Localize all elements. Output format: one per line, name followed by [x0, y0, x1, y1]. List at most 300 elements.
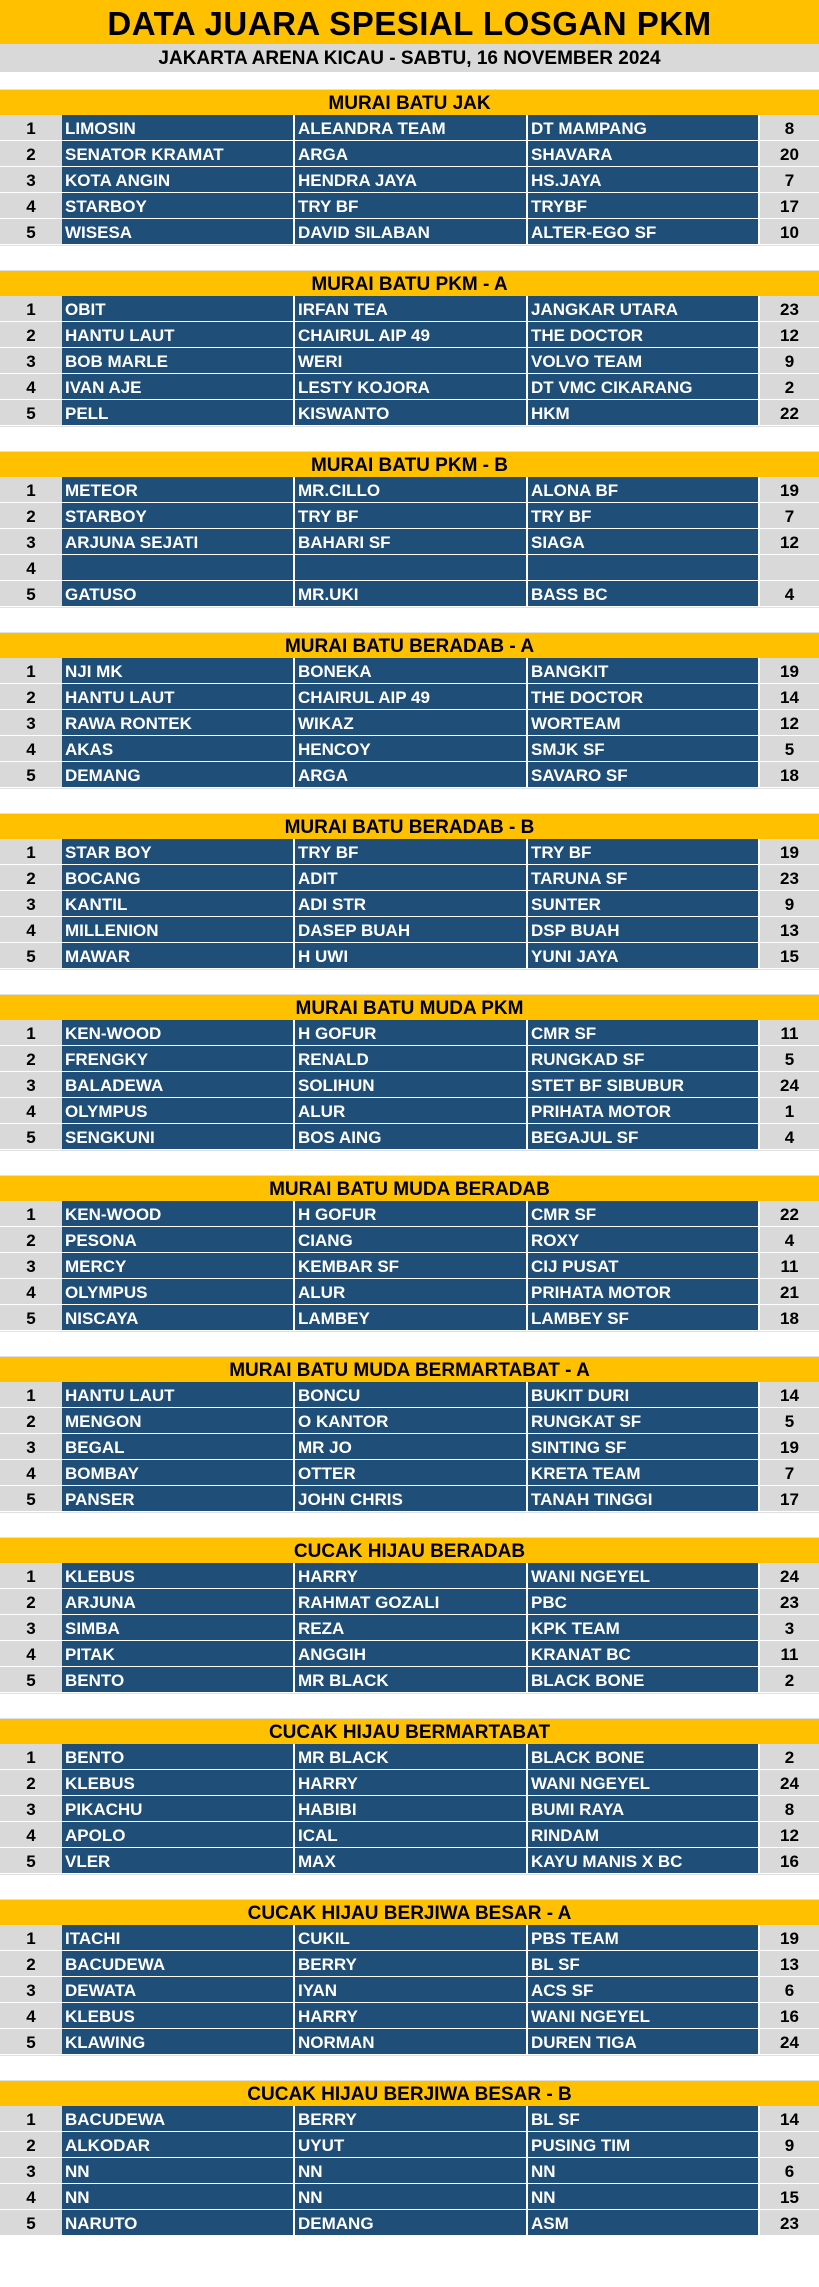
rank-cell: 3 — [0, 1072, 62, 1098]
score-cell: 16 — [760, 2003, 819, 2029]
score-cell: 9 — [760, 891, 819, 917]
rank-cell: 1 — [0, 2106, 62, 2132]
score-cell: 12 — [760, 1822, 819, 1848]
team-cell: BUMI RAYA — [528, 1796, 760, 1822]
table-row — [0, 1667, 819, 1693]
score-cell: 13 — [760, 1951, 819, 1977]
category-section — [0, 1176, 819, 1331]
owner-cell: HARRY — [295, 1770, 528, 1796]
category-section — [0, 1357, 819, 1512]
rank-cell: 1 — [0, 1201, 62, 1227]
rank-cell: 2 — [0, 1408, 62, 1434]
table-row — [0, 141, 819, 167]
team-cell: ACS SF — [528, 1977, 760, 2003]
score-cell: 2 — [760, 1744, 819, 1770]
owner-cell: SOLIHUN — [295, 1072, 528, 1098]
bird-name-cell: PIKACHU — [62, 1796, 295, 1822]
bird-name-cell: ITACHI — [62, 1925, 295, 1951]
rank-cell: 2 — [0, 684, 62, 710]
table-row — [0, 1305, 819, 1331]
category-title: CUCAK HIJAU BERJIWA BESAR - B — [0, 2081, 819, 2106]
section-spacer — [0, 607, 819, 633]
owner-cell: BERRY — [295, 2106, 528, 2132]
owner-cell: LAMBEY — [295, 1305, 528, 1331]
bird-name-cell: APOLO — [62, 1822, 295, 1848]
section-spacer — [0, 1150, 819, 1176]
rank-cell: 5 — [0, 1667, 62, 1693]
category-title: MURAI BATU MUDA BERMARTABAT - A — [0, 1357, 819, 1382]
table-row — [0, 1641, 819, 1667]
score-cell: 17 — [760, 1486, 819, 1512]
owner-cell: KEMBAR SF — [295, 1253, 528, 1279]
table-row — [0, 1072, 819, 1098]
rank-cell: 2 — [0, 1227, 62, 1253]
rank-cell: 2 — [0, 503, 62, 529]
score-cell: 19 — [760, 658, 819, 684]
table-row — [0, 2106, 819, 2132]
score-cell: 12 — [760, 322, 819, 348]
team-cell: CMR SF — [528, 1201, 760, 1227]
owner-cell: KISWANTO — [295, 400, 528, 426]
owner-cell: CHAIRUL AIP 49 — [295, 684, 528, 710]
rank-cell: 3 — [0, 1615, 62, 1641]
rank-cell: 2 — [0, 865, 62, 891]
category-section — [0, 271, 819, 426]
bird-name-cell: HANTU LAUT — [62, 684, 295, 710]
table-row — [0, 762, 819, 788]
owner-cell: WIKAZ — [295, 710, 528, 736]
owner-cell: H GOFUR — [295, 1020, 528, 1046]
rank-cell: 1 — [0, 1563, 62, 1589]
bird-name-cell: MERCY — [62, 1253, 295, 1279]
bird-name-cell: BOMBAY — [62, 1460, 295, 1486]
team-cell: ASM — [528, 2210, 760, 2236]
score-cell: 5 — [760, 1408, 819, 1434]
bird-name-cell: BACUDEWA — [62, 2106, 295, 2132]
rank-cell: 5 — [0, 943, 62, 969]
owner-cell: H GOFUR — [295, 1201, 528, 1227]
rank-cell: 5 — [0, 400, 62, 426]
rank-cell: 1 — [0, 296, 62, 322]
owner-cell: BAHARI SF — [295, 529, 528, 555]
team-cell: TARUNA SF — [528, 865, 760, 891]
owner-cell: MR BLACK — [295, 1667, 528, 1693]
bird-name-cell: MAWAR — [62, 943, 295, 969]
section-spacer — [0, 1874, 819, 1900]
owner-cell: MR.UKI — [295, 581, 528, 607]
table-row — [0, 2003, 819, 2029]
rank-cell: 4 — [0, 1098, 62, 1124]
owner-cell: ALUR — [295, 1279, 528, 1305]
score-cell: 15 — [760, 2184, 819, 2210]
table-row — [0, 296, 819, 322]
score-cell — [760, 555, 819, 581]
score-cell: 11 — [760, 1253, 819, 1279]
rank-cell: 1 — [0, 477, 62, 503]
bird-name-cell: SIMBA — [62, 1615, 295, 1641]
team-cell: TRY BF — [528, 839, 760, 865]
table-row — [0, 503, 819, 529]
team-cell: WANI NGEYEL — [528, 1770, 760, 1796]
score-cell: 7 — [760, 503, 819, 529]
bird-name-cell: WISESA — [62, 219, 295, 245]
rank-cell: 5 — [0, 762, 62, 788]
table-row — [0, 2158, 819, 2184]
bird-name-cell: AKAS — [62, 736, 295, 762]
score-cell: 16 — [760, 1848, 819, 1874]
score-cell: 12 — [760, 710, 819, 736]
owner-cell: IYAN — [295, 1977, 528, 2003]
owner-cell: BONCU — [295, 1382, 528, 1408]
score-cell: 2 — [760, 374, 819, 400]
rank-cell: 3 — [0, 1977, 62, 2003]
owner-cell: HABIBI — [295, 1796, 528, 1822]
owner-cell: HENCOY — [295, 736, 528, 762]
score-cell: 9 — [760, 348, 819, 374]
table-row — [0, 1046, 819, 1072]
table-row — [0, 710, 819, 736]
bird-name-cell: NN — [62, 2158, 295, 2184]
score-cell: 11 — [760, 1641, 819, 1667]
bird-name-cell: STAR BOY — [62, 839, 295, 865]
team-cell: KRANAT BC — [528, 1641, 760, 1667]
score-cell: 22 — [760, 400, 819, 426]
table-row — [0, 1227, 819, 1253]
section-spacer — [0, 1331, 819, 1357]
owner-cell: CUKIL — [295, 1925, 528, 1951]
rank-cell: 5 — [0, 1848, 62, 1874]
bird-name-cell: HANTU LAUT — [62, 322, 295, 348]
table-row — [0, 1460, 819, 1486]
section-spacer — [0, 245, 819, 271]
section-spacer — [0, 426, 819, 452]
team-cell: HKM — [528, 400, 760, 426]
category-section — [0, 90, 819, 245]
score-cell: 4 — [760, 581, 819, 607]
team-cell: BUKIT DURI — [528, 1382, 760, 1408]
team-cell: CMR SF — [528, 1020, 760, 1046]
table-row — [0, 322, 819, 348]
owner-cell: DAVID SILABAN — [295, 219, 528, 245]
table-row — [0, 1744, 819, 1770]
score-cell: 21 — [760, 1279, 819, 1305]
team-cell: ALONA BF — [528, 477, 760, 503]
table-row — [0, 1020, 819, 1046]
category-section — [0, 814, 819, 969]
score-cell: 14 — [760, 1382, 819, 1408]
table-row — [0, 1848, 819, 1874]
team-cell: RUNGKAD SF — [528, 1046, 760, 1072]
team-cell: PRIHATA MOTOR — [528, 1098, 760, 1124]
score-cell: 4 — [760, 1227, 819, 1253]
score-cell: 18 — [760, 1305, 819, 1331]
rank-cell: 1 — [0, 1020, 62, 1046]
category-title: MURAI BATU BERADAB - B — [0, 814, 819, 839]
score-cell: 23 — [760, 865, 819, 891]
table-row — [0, 736, 819, 762]
owner-cell: NN — [295, 2184, 528, 2210]
table-row — [0, 658, 819, 684]
owner-cell: LESTY KOJORA — [295, 374, 528, 400]
bird-name-cell: DEWATA — [62, 1977, 295, 2003]
team-cell: PRIHATA MOTOR — [528, 1279, 760, 1305]
score-cell: 19 — [760, 1434, 819, 1460]
team-cell: TRY BF — [528, 503, 760, 529]
owner-cell: OTTER — [295, 1460, 528, 1486]
score-cell: 12 — [760, 529, 819, 555]
score-cell: 20 — [760, 141, 819, 167]
table-row — [0, 1951, 819, 1977]
rank-cell: 1 — [0, 658, 62, 684]
team-cell: CIJ PUSAT — [528, 1253, 760, 1279]
bird-name-cell: KOTA ANGIN — [62, 167, 295, 193]
bird-name-cell: NISCAYA — [62, 1305, 295, 1331]
owner-cell: BERRY — [295, 1951, 528, 1977]
score-cell: 9 — [760, 2132, 819, 2158]
owner-cell: ALEANDRA TEAM — [295, 115, 528, 141]
score-cell: 23 — [760, 2210, 819, 2236]
owner-cell: CIANG — [295, 1227, 528, 1253]
section-spacer — [0, 788, 819, 814]
table-row — [0, 2029, 819, 2055]
team-cell: SMJK SF — [528, 736, 760, 762]
rank-cell: 4 — [0, 917, 62, 943]
bird-name-cell: ARJUNA SEJATI — [62, 529, 295, 555]
table-row — [0, 1098, 819, 1124]
rank-cell: 4 — [0, 2003, 62, 2029]
team-cell: WANI NGEYEL — [528, 1563, 760, 1589]
rank-cell: 5 — [0, 1124, 62, 1150]
table-row — [0, 1925, 819, 1951]
bird-name-cell: HANTU LAUT — [62, 1382, 295, 1408]
owner-cell: HARRY — [295, 2003, 528, 2029]
team-cell: LAMBEY SF — [528, 1305, 760, 1331]
bird-name-cell: NARUTO — [62, 2210, 295, 2236]
table-row — [0, 555, 819, 581]
team-cell: WANI NGEYEL — [528, 2003, 760, 2029]
bird-name-cell: KEN-WOOD — [62, 1020, 295, 1046]
rank-cell: 3 — [0, 1434, 62, 1460]
category-section — [0, 633, 819, 788]
table-row — [0, 400, 819, 426]
bird-name-cell: PITAK — [62, 1641, 295, 1667]
team-cell: NN — [528, 2158, 760, 2184]
owner-cell: ADIT — [295, 865, 528, 891]
table-row — [0, 1253, 819, 1279]
rank-cell: 3 — [0, 891, 62, 917]
bird-name-cell: PESONA — [62, 1227, 295, 1253]
team-cell: PUSING TIM — [528, 2132, 760, 2158]
spacer — [0, 72, 819, 90]
team-cell: BEGAJUL SF — [528, 1124, 760, 1150]
rank-cell: 2 — [0, 2132, 62, 2158]
rank-cell: 4 — [0, 193, 62, 219]
team-cell: BL SF — [528, 1951, 760, 1977]
owner-cell: NORMAN — [295, 2029, 528, 2055]
owner-cell: MAX — [295, 1848, 528, 1874]
score-cell: 17 — [760, 193, 819, 219]
table-row — [0, 1589, 819, 1615]
score-cell: 18 — [760, 762, 819, 788]
table-row — [0, 2184, 819, 2210]
owner-cell: ANGGIH — [295, 1641, 528, 1667]
table-row — [0, 581, 819, 607]
table-row — [0, 1382, 819, 1408]
score-cell: 19 — [760, 1925, 819, 1951]
score-cell: 23 — [760, 1589, 819, 1615]
owner-cell: MR JO — [295, 1434, 528, 1460]
score-cell: 15 — [760, 943, 819, 969]
score-cell: 10 — [760, 219, 819, 245]
team-cell: BASS BC — [528, 581, 760, 607]
table-row — [0, 193, 819, 219]
owner-cell: ARGA — [295, 762, 528, 788]
owner-cell: DEMANG — [295, 2210, 528, 2236]
owner-cell: IRFAN TEA — [295, 296, 528, 322]
table-row — [0, 943, 819, 969]
rank-cell: 3 — [0, 1253, 62, 1279]
owner-cell: TRY BF — [295, 193, 528, 219]
table-row — [0, 2210, 819, 2236]
bird-name-cell: FRENGKY — [62, 1046, 295, 1072]
bird-name-cell: GATUSO — [62, 581, 295, 607]
team-cell: KPK TEAM — [528, 1615, 760, 1641]
team-cell: DUREN TIGA — [528, 2029, 760, 2055]
category-title: CUCAK HIJAU BERJIWA BESAR - A — [0, 1900, 819, 1925]
rank-cell: 4 — [0, 1460, 62, 1486]
score-cell: 24 — [760, 1563, 819, 1589]
score-cell: 3 — [760, 1615, 819, 1641]
bird-name-cell: KLEBUS — [62, 1563, 295, 1589]
team-cell: KAYU MANIS X BC — [528, 1848, 760, 1874]
owner-cell: BONEKA — [295, 658, 528, 684]
table-row — [0, 684, 819, 710]
team-cell: RINDAM — [528, 1822, 760, 1848]
rank-cell: 2 — [0, 141, 62, 167]
bird-name-cell: BENTO — [62, 1744, 295, 1770]
category-section — [0, 1900, 819, 2055]
bird-name-cell: NN — [62, 2184, 295, 2210]
owner-cell: O KANTOR — [295, 1408, 528, 1434]
page-subtitle: JAKARTA ARENA KICAU - SABTU, 16 NOVEMBER 2024 — [0, 44, 819, 72]
section-spacer — [0, 2055, 819, 2081]
bird-name-cell: LIMOSIN — [62, 115, 295, 141]
bird-name-cell: SENATOR KRAMAT — [62, 141, 295, 167]
team-cell: WORTEAM — [528, 710, 760, 736]
team-cell: RUNGKAT SF — [528, 1408, 760, 1434]
section-spacer — [0, 969, 819, 995]
team-cell: VOLVO TEAM — [528, 348, 760, 374]
category-section — [0, 2081, 819, 2236]
bird-name-cell: PELL — [62, 400, 295, 426]
team-cell: SAVARO SF — [528, 762, 760, 788]
bird-name-cell: BALADEWA — [62, 1072, 295, 1098]
rank-cell: 4 — [0, 1279, 62, 1305]
team-cell: SINTING SF — [528, 1434, 760, 1460]
rank-cell: 4 — [0, 1641, 62, 1667]
rank-cell: 5 — [0, 1486, 62, 1512]
owner-cell: DASEP BUAH — [295, 917, 528, 943]
team-cell: DSP BUAH — [528, 917, 760, 943]
bird-name-cell: MILLENION — [62, 917, 295, 943]
category-title: CUCAK HIJAU BERMARTABAT — [0, 1719, 819, 1744]
category-title: MURAI BATU PKM - B — [0, 452, 819, 477]
score-cell: 14 — [760, 684, 819, 710]
rank-cell: 5 — [0, 2210, 62, 2236]
table-row — [0, 115, 819, 141]
owner-cell: TRY BF — [295, 839, 528, 865]
rank-cell: 4 — [0, 736, 62, 762]
team-cell: PBS TEAM — [528, 1925, 760, 1951]
bird-name-cell: KLEBUS — [62, 2003, 295, 2029]
rank-cell: 5 — [0, 2029, 62, 2055]
score-cell: 23 — [760, 296, 819, 322]
table-row — [0, 865, 819, 891]
bird-name-cell: OBIT — [62, 296, 295, 322]
team-cell — [528, 555, 760, 581]
rank-cell: 4 — [0, 1822, 62, 1848]
bird-name-cell: STARBOY — [62, 193, 295, 219]
bird-name-cell: STARBOY — [62, 503, 295, 529]
team-cell: THE DOCTOR — [528, 684, 760, 710]
bird-name-cell: KANTIL — [62, 891, 295, 917]
score-cell: 2 — [760, 1667, 819, 1693]
rank-cell: 1 — [0, 1382, 62, 1408]
bird-name-cell: OLYMPUS — [62, 1098, 295, 1124]
bird-name-cell: OLYMPUS — [62, 1279, 295, 1305]
team-cell: THE DOCTOR — [528, 322, 760, 348]
team-cell: ALTER-EGO SF — [528, 219, 760, 245]
owner-cell: UYUT — [295, 2132, 528, 2158]
rank-cell: 3 — [0, 710, 62, 736]
team-cell: STET BF SIBUBUR — [528, 1072, 760, 1098]
table-row — [0, 1279, 819, 1305]
score-cell: 24 — [760, 1770, 819, 1796]
rank-cell: 4 — [0, 2184, 62, 2210]
bird-name-cell: BOB MARLE — [62, 348, 295, 374]
team-cell: JANGKAR UTARA — [528, 296, 760, 322]
rank-cell: 5 — [0, 219, 62, 245]
section-spacer — [0, 1693, 819, 1719]
owner-cell: BOS AING — [295, 1124, 528, 1150]
owner-cell: H UWI — [295, 943, 528, 969]
team-cell: DT VMC CIKARANG — [528, 374, 760, 400]
table-row — [0, 839, 819, 865]
owner-cell: NN — [295, 2158, 528, 2184]
owner-cell: ALUR — [295, 1098, 528, 1124]
bird-name-cell: KLAWING — [62, 2029, 295, 2055]
team-cell: BLACK BONE — [528, 1667, 760, 1693]
rank-cell: 4 — [0, 374, 62, 400]
rank-cell: 3 — [0, 1796, 62, 1822]
score-cell: 11 — [760, 1020, 819, 1046]
owner-cell: TRY BF — [295, 503, 528, 529]
score-cell: 4 — [760, 1124, 819, 1150]
owner-cell — [295, 555, 528, 581]
bird-name-cell: MENGON — [62, 1408, 295, 1434]
team-cell: YUNI JAYA — [528, 943, 760, 969]
score-cell: 8 — [760, 1796, 819, 1822]
table-row — [0, 2132, 819, 2158]
table-row — [0, 1201, 819, 1227]
category-title: MURAI BATU MUDA BERADAB — [0, 1176, 819, 1201]
owner-cell: WERI — [295, 348, 528, 374]
table-row — [0, 1770, 819, 1796]
team-cell: ROXY — [528, 1227, 760, 1253]
category-title: CUCAK HIJAU BERADAB — [0, 1538, 819, 1563]
owner-cell: ICAL — [295, 1822, 528, 1848]
rank-cell: 4 — [0, 555, 62, 581]
